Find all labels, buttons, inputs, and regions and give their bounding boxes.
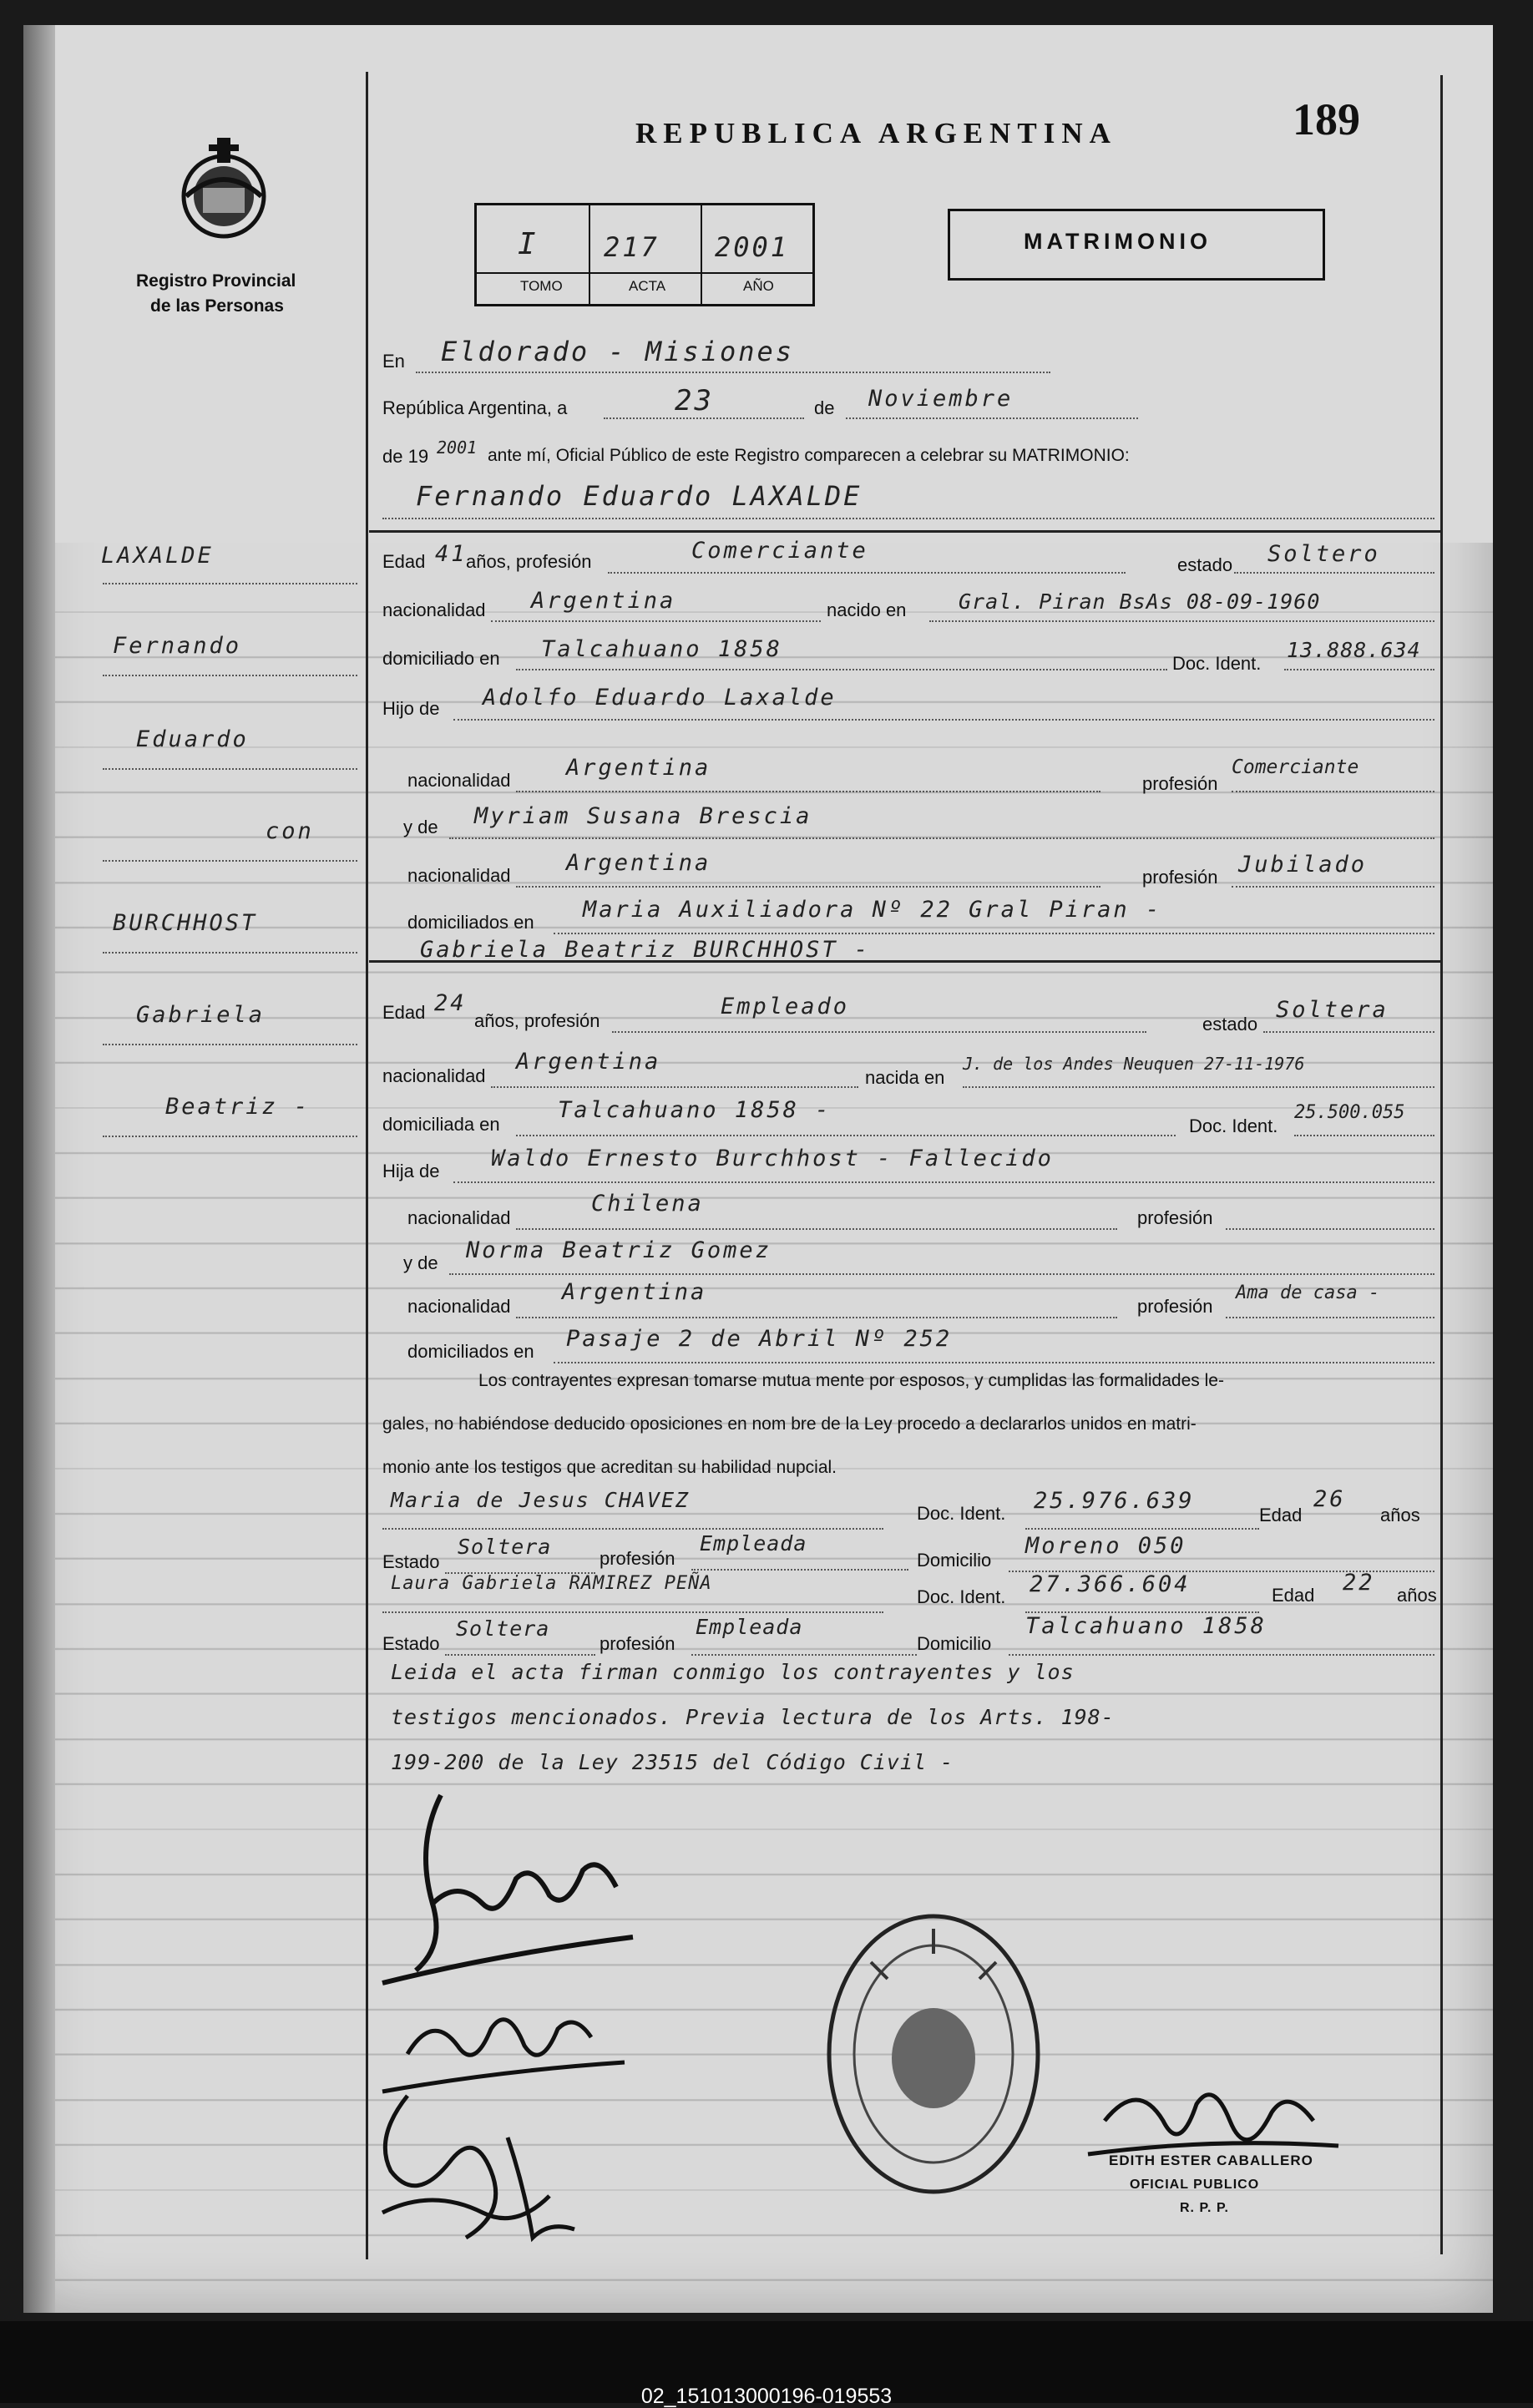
bride-mother-nationality: Argentina	[562, 1279, 707, 1305]
groom-father-nat-label: nacionalidad	[407, 770, 511, 791]
groom-address: Talcahuano 1858	[541, 636, 782, 662]
declaration-line2: gales, no habiéndose deducido oposiciones en nom bre de la Ley procedo a declararlos unidos en matri-	[382, 1414, 1197, 1434]
en-label: En	[382, 351, 405, 372]
witness2-dom-label: Domicilio	[917, 1633, 992, 1654]
witness1-anos-label: años	[1380, 1505, 1420, 1525]
closing-line1: Leida el acta firman conmigo los contrayentes y los	[391, 1660, 1075, 1684]
bride-age: 24	[434, 990, 467, 1016]
bride-full-name: Gabriela Beatriz BURCHHOST -	[420, 937, 871, 963]
bride-mother-nat-label: nacionalidad	[407, 1296, 511, 1317]
country-title: REPUBLICA ARGENTINA	[635, 117, 1117, 149]
witness1-profession: Empleada	[700, 1531, 807, 1556]
groom-father-nationality: Argentina	[566, 755, 711, 781]
bride-nationality: Argentina	[516, 1049, 661, 1075]
signature-groom	[366, 1778, 650, 1996]
witness2-estado-label: Estado	[382, 1633, 440, 1654]
bride-address: Talcahuano 1858 -	[558, 1097, 832, 1123]
groom-father: Adolfo Eduardo Laxalde	[483, 685, 837, 711]
groom-anos-profesion-label: años, profesión	[466, 551, 592, 572]
bride-father: Waldo Ernesto Burchhost - Fallecido	[491, 1146, 1054, 1171]
official-seal	[821, 1904, 1046, 2204]
bride-domiciliada-label: domiciliada en	[382, 1114, 500, 1135]
groom-estado: Soltero	[1267, 541, 1380, 567]
bride-mother-profession: Ama de casa -	[1236, 1282, 1380, 1303]
groom-parents-address-label: domiciliados en	[407, 912, 534, 933]
groom-domiciliado-label: domiciliado en	[382, 648, 500, 669]
witness2-anos-label: años	[1397, 1585, 1437, 1606]
groom-estado-label: estado	[1177, 554, 1233, 575]
bride-anos-profesion-label: años, profesión	[474, 1010, 600, 1031]
margin-bride-middle-name: Beatriz -	[165, 1094, 311, 1120]
registry-name-line2: de las Personas	[150, 296, 284, 316]
bride-hija-label: Hija de	[382, 1161, 440, 1181]
acta-label: ACTA	[629, 278, 666, 294]
margin-bride-surname: BURCHHOST	[113, 910, 258, 936]
margin-bride-first-name: Gabriela	[136, 1002, 266, 1028]
groom-doc-label: Doc. Ident.	[1172, 653, 1262, 674]
official-stamp-line1: EDITH ESTER CABALLERO	[1109, 2153, 1313, 2168]
bride-father-nat-label: nacionalidad	[407, 1207, 511, 1228]
de-label: de	[814, 397, 835, 418]
book-spine	[23, 25, 55, 2313]
bride-nacida-en-label: nacida en	[865, 1067, 945, 1088]
witness1-doc: 25.976.639	[1034, 1488, 1195, 1514]
witness2-doc: 27.366.604	[1030, 1571, 1191, 1597]
witness2-edad-label: Edad	[1272, 1585, 1315, 1606]
ano-label: AÑO	[743, 278, 774, 294]
groom-mother: Myriam Susana Brescia	[474, 803, 812, 829]
groom-y-de-label: y de	[403, 817, 438, 837]
appear-text: ante mí, Oficial Público de este Registro comparecen a celebrar su MATRIMONIO:	[488, 446, 1130, 465]
signature-official	[1071, 2071, 1355, 2188]
groom-mother-nationality: Argentina	[566, 850, 711, 876]
groom-hijo-label: Hijo de	[382, 698, 440, 719]
groom-profession: Comerciante	[691, 538, 868, 564]
witness2-address: Talcahuano 1858	[1025, 1613, 1267, 1639]
margin-surname: LAXALDE	[101, 543, 214, 569]
groom-full-name: Fernando Eduardo LAXALDE	[416, 480, 863, 512]
bride-mother-prof-label: profesión	[1137, 1296, 1213, 1317]
bride-estado: Soltera	[1276, 997, 1389, 1023]
closing-line2: testigos mencionados. Previa lectura de los Arts. 198-	[391, 1705, 1115, 1729]
bride-nacionalidad-label: nacionalidad	[382, 1065, 486, 1086]
acta-value: 217	[604, 231, 660, 263]
groom-mother-prof-label: profesión	[1142, 867, 1218, 888]
marriage-year: 2001	[437, 438, 478, 458]
groom-doc: 13.888.634	[1287, 638, 1421, 662]
bride-birth: J. de los Andes Neuquen 27-11-1976	[963, 1054, 1305, 1074]
bride-doc: 25.500.055	[1294, 1102, 1405, 1123]
registry-emblem	[169, 129, 278, 246]
margin-con: con	[266, 818, 314, 844]
official-stamp-line2: OFICIAL PUBLICO	[1130, 2178, 1260, 2192]
bride-doc-label: Doc. Ident.	[1189, 1115, 1278, 1136]
bride-father-prof-label: profesión	[1137, 1207, 1213, 1228]
witness1-age: 26	[1313, 1486, 1346, 1512]
ano-value: 2001	[715, 231, 790, 263]
groom-father-profession: Comerciante	[1232, 756, 1359, 778]
witness2-doc-label: Doc. Ident.	[917, 1586, 1006, 1607]
bride-parents-address: Pasaje 2 de Abril Nº 252	[566, 1326, 953, 1352]
groom-birth: Gral. Piran BsAs 08-09-1960	[959, 589, 1321, 614]
witness2-prof-label: profesión	[600, 1633, 675, 1654]
witness1-dom-label: Domicilio	[917, 1550, 992, 1571]
witness2-age: 22	[1343, 1570, 1375, 1596]
witness1-doc-label: Doc. Ident.	[917, 1503, 1006, 1524]
groom-nationality: Argentina	[531, 588, 676, 614]
witness1-address: Moreno 050	[1025, 1533, 1186, 1559]
bride-father-nationality: Chilena	[591, 1191, 704, 1217]
closing-line3: 199-200 de la Ley 23515 del Código Civil -	[391, 1750, 954, 1774]
witness2-profession: Empleada	[696, 1615, 803, 1639]
registry-name-line1: Registro Provincial	[136, 271, 296, 291]
bride-mother: Norma Beatriz Gomez	[466, 1237, 772, 1263]
marriage-day: 23	[675, 384, 714, 417]
groom-nacido-en-label: nacido en	[827, 599, 907, 620]
right-border	[1440, 75, 1443, 2254]
groom-mother-nat-label: nacionalidad	[407, 865, 511, 886]
declaration-line1: Los contrayentes expresan tomarse mutua mente por esposos, y cumplidas las formalidades le-	[478, 1371, 1224, 1390]
tomo-label: TOMO	[520, 278, 563, 294]
groom-father-prof-label: profesión	[1142, 773, 1218, 794]
declaration-line3: monio ante los testigos que acreditan su habilidad nupcial.	[382, 1458, 837, 1477]
bride-parents-address-label: domiciliados en	[407, 1341, 534, 1362]
margin-middle-name: Eduardo	[136, 726, 249, 752]
marriage-month: Noviembre	[868, 386, 1014, 412]
witness2-name: Laura Gabriela RAMIREZ PEÑA	[391, 1573, 712, 1594]
page-number: 189	[1293, 94, 1360, 144]
footer-image-id: 02_151013000196-019553	[640, 2385, 893, 2408]
groom-parents-address: Maria Auxiliadora Nº 22 Gral Piran -	[583, 897, 1162, 923]
witness1-estado: Soltera	[458, 1535, 552, 1559]
groom-nacionalidad-label: nacionalidad	[382, 599, 486, 620]
witness1-name: Maria de Jesus CHAVEZ	[391, 1488, 691, 1512]
doc-type: MATRIMONIO	[1024, 229, 1212, 254]
groom-edad-label: Edad	[382, 551, 426, 572]
groom-section-divider	[369, 530, 1443, 533]
witness1-prof-label: profesión	[600, 1548, 675, 1569]
margin-first-name: Fernando	[113, 633, 242, 659]
republica-label: República Argentina, a	[382, 397, 568, 418]
witness2-estado: Soltera	[456, 1616, 550, 1641]
marriage-place: Eldorado - Misiones	[441, 336, 795, 367]
witness1-edad-label: Edad	[1259, 1505, 1303, 1525]
signature-witnesses	[357, 2071, 608, 2263]
bride-y-de-label: y de	[403, 1252, 438, 1273]
year-prefix-label: de 19	[382, 446, 429, 467]
official-stamp-line3: R. P. P.	[1180, 2201, 1229, 2215]
groom-mother-profession: Jubilado	[1238, 852, 1368, 878]
bride-edad-label: Edad	[382, 1002, 426, 1023]
bride-estado-label: estado	[1202, 1014, 1258, 1035]
witness1-estado-label: Estado	[382, 1551, 440, 1572]
tomo-value: I	[518, 227, 539, 261]
register-page	[23, 25, 1493, 2313]
groom-age: 41	[435, 541, 468, 567]
bride-profession: Empleado	[721, 994, 850, 1019]
